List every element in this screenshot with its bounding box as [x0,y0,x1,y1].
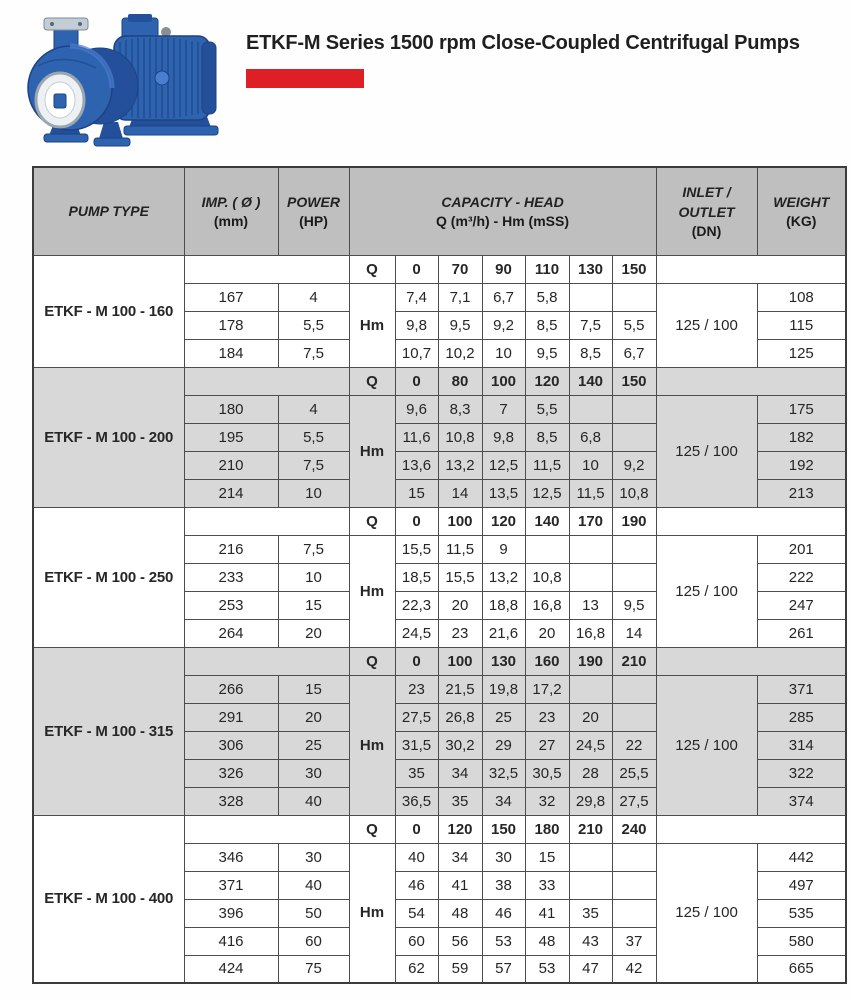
head-value: 12,5 [482,451,525,479]
hm-row-label: Hm [349,675,395,815]
weight-value: 175 [757,395,846,423]
q-flow-value: 190 [612,507,656,535]
head-value: 15 [395,479,438,507]
pump-type-label: ETKF - M 100 - 315 [33,647,184,815]
head-value [612,675,656,703]
head-value: 40 [395,843,438,871]
weight-value: 108 [757,283,846,311]
header-label: CAPACITY - HEAD [441,193,564,210]
head-value [612,703,656,731]
q-flow-value: 110 [525,255,569,283]
head-value: 9 [482,535,525,563]
weight-value: 222 [757,563,846,591]
head-value: 27,5 [395,703,438,731]
pump-spec-table [32,166,847,984]
weight-value: 115 [757,311,846,339]
head-value: 5,5 [525,395,569,423]
head-value [612,843,656,871]
head-value: 5,8 [525,283,569,311]
q-flow-value: 120 [438,815,482,843]
weight-value: 322 [757,759,846,787]
impeller-diameter-value: 396 [184,899,278,927]
head-value: 7,1 [438,283,482,311]
head-value: 8,5 [525,423,569,451]
q-flow-value: 90 [482,255,525,283]
blank-cell [656,255,846,283]
power-value: 20 [278,703,349,731]
head-value: 53 [482,927,525,955]
weight-value: 125 [757,339,846,367]
impeller-diameter-value: 216 [184,535,278,563]
power-value: 4 [278,395,349,423]
q-header-row [33,647,846,675]
weight-value: 497 [757,871,846,899]
power-value: 7,5 [278,535,349,563]
head-value: 17,2 [525,675,569,703]
pump-type-label: ETKF - M 100 - 400 [33,815,184,983]
head-value: 48 [525,927,569,955]
impeller-diameter-value: 306 [184,731,278,759]
head-value: 22,3 [395,591,438,619]
head-value: 7,5 [569,311,612,339]
head-value: 27,5 [612,787,656,815]
power-value: 4 [278,283,349,311]
impeller-diameter-value: 167 [184,283,278,311]
inlet-outlet-value: 125 / 100 [656,283,757,367]
head-value: 26,8 [438,703,482,731]
head-value: 10,8 [438,423,482,451]
head-value: 41 [525,899,569,927]
head-value: 13,6 [395,451,438,479]
head-value: 9,8 [482,423,525,451]
head-value: 15,5 [395,535,438,563]
blank-cell [656,367,846,395]
head-value: 23 [438,619,482,647]
head-value: 35 [395,759,438,787]
q-flow-value: 160 [525,647,569,675]
weight-value: 371 [757,675,846,703]
head-value: 24,5 [395,619,438,647]
col-header-capacity-head [349,167,656,255]
head-value: 28 [569,759,612,787]
impeller-diameter-value: 195 [184,423,278,451]
head-value [612,395,656,423]
col-header-weight [757,167,846,255]
header-unit: (KG) [786,212,817,229]
hm-row-label: Hm [349,843,395,983]
page-title: ETKF-M Series 1500 rpm Close-Coupled Centrifugal Pumps [246,32,800,54]
blank-cell [184,367,349,395]
header-label: PUMP TYPE [68,203,149,220]
power-value: 30 [278,843,349,871]
head-value: 25 [482,703,525,731]
head-value [569,535,612,563]
head-value: 11,5 [438,535,482,563]
head-value: 10,2 [438,339,482,367]
head-value: 7 [482,395,525,423]
head-value: 6,8 [569,423,612,451]
col-header-inlet-outlet [656,167,757,255]
head-value: 18,8 [482,591,525,619]
q-flow-value: 0 [395,507,438,535]
head-value: 21,5 [438,675,482,703]
impeller-diameter-value: 233 [184,563,278,591]
pump-section-0 [33,255,846,367]
head-value: 41 [438,871,482,899]
head-value [612,535,656,563]
q-header-row [33,367,846,395]
head-value: 12,5 [525,479,569,507]
head-value [612,563,656,591]
q-header-row [33,507,846,535]
head-value: 9,2 [612,451,656,479]
q-flow-value: 120 [525,367,569,395]
power-value: 40 [278,871,349,899]
head-value: 30 [482,843,525,871]
impeller-diameter-value: 266 [184,675,278,703]
head-value: 21,6 [482,619,525,647]
impeller-diameter-value: 184 [184,339,278,367]
head-value: 9,8 [395,311,438,339]
q-flow-value: 100 [438,507,482,535]
power-value: 20 [278,619,349,647]
head-value: 23 [525,703,569,731]
head-value: 9,5 [612,591,656,619]
q-flow-value: 0 [395,255,438,283]
head-value: 20 [569,703,612,731]
weight-value: 374 [757,787,846,815]
head-value: 15,5 [438,563,482,591]
impeller-diameter-value: 346 [184,843,278,871]
q-flow-value: 190 [569,647,612,675]
head-value: 8,5 [569,339,612,367]
header-unit: Q (m³/h) - Hm (mSS) [436,212,569,229]
head-value: 16,8 [525,591,569,619]
head-value: 29,8 [569,787,612,815]
q-row-label: Q [349,255,395,283]
head-value [569,675,612,703]
power-value: 25 [278,731,349,759]
impeller-diameter-value: 214 [184,479,278,507]
q-flow-value: 0 [395,815,438,843]
q-flow-value: 150 [482,815,525,843]
power-value: 10 [278,479,349,507]
head-value: 35 [569,899,612,927]
q-flow-value: 140 [569,367,612,395]
pump-type-label: ETKF - M 100 - 250 [33,507,184,647]
impeller-diameter-value: 326 [184,759,278,787]
head-value: 16,8 [569,619,612,647]
head-value: 10,8 [525,563,569,591]
impeller-diameter-value: 264 [184,619,278,647]
pump-section-3 [33,647,846,815]
head-value [612,899,656,927]
head-value [569,283,612,311]
col-header-pump-type [33,167,184,255]
head-value: 56 [438,927,482,955]
hm-row-label: Hm [349,283,395,367]
power-value: 75 [278,955,349,983]
table-header [33,167,846,255]
head-value: 13,2 [482,563,525,591]
header-unit: (DN) [691,222,722,239]
weight-value: 314 [757,731,846,759]
q-flow-value: 180 [525,815,569,843]
power-value: 7,5 [278,339,349,367]
head-value: 54 [395,899,438,927]
blank-cell [656,647,846,675]
impeller-diameter-value: 371 [184,871,278,899]
head-value: 9,6 [395,395,438,423]
head-value: 9,5 [438,311,482,339]
head-value: 14 [612,619,656,647]
q-row-label: Q [349,815,395,843]
header-unit: (HP) [299,212,328,229]
impeller-diameter-value: 180 [184,395,278,423]
head-value: 10,8 [612,479,656,507]
head-value: 38 [482,871,525,899]
head-value: 8,5 [525,311,569,339]
head-value: 53 [525,955,569,983]
q-flow-value: 210 [612,647,656,675]
power-value: 60 [278,927,349,955]
q-flow-value: 170 [569,507,612,535]
head-value: 25,5 [612,759,656,787]
q-flow-value: 150 [612,255,656,283]
q-flow-value: 100 [482,367,525,395]
head-value: 57 [482,955,525,983]
blank-cell [656,815,846,843]
q-flow-value: 150 [612,367,656,395]
head-value: 15 [525,843,569,871]
head-value: 36,5 [395,787,438,815]
q-header-row [33,815,846,843]
head-value: 14 [438,479,482,507]
head-value: 9,5 [525,339,569,367]
head-value: 7,4 [395,283,438,311]
head-value: 13,2 [438,451,482,479]
power-value: 15 [278,591,349,619]
accent-bar [246,69,364,88]
inlet-outlet-value: 125 / 100 [656,843,757,983]
power-value: 10 [278,563,349,591]
hm-row-label: Hm [349,395,395,507]
q-flow-value: 80 [438,367,482,395]
q-flow-value: 0 [395,367,438,395]
power-value: 5,5 [278,311,349,339]
hm-row-label: Hm [349,535,395,647]
q-flow-value: 140 [525,507,569,535]
head-value: 29 [482,731,525,759]
head-value: 59 [438,955,482,983]
weight-value: 665 [757,955,846,983]
q-flow-value: 0 [395,647,438,675]
head-value: 19,8 [482,675,525,703]
impeller-diameter-value: 210 [184,451,278,479]
inlet-outlet-value: 125 / 100 [656,395,757,507]
head-value: 6,7 [482,283,525,311]
impeller-diameter-value: 328 [184,787,278,815]
head-value: 27 [525,731,569,759]
head-value: 35 [438,787,482,815]
spec-table-wrap [32,166,847,984]
inlet-outlet-value: 125 / 100 [656,675,757,815]
pump-type-label: ETKF - M 100 - 200 [33,367,184,507]
head-value: 20 [438,591,482,619]
head-value: 60 [395,927,438,955]
head-value: 20 [525,619,569,647]
impeller-diameter-value: 291 [184,703,278,731]
head-value: 46 [395,871,438,899]
weight-value: 192 [757,451,846,479]
head-value: 10 [569,451,612,479]
weight-value: 580 [757,927,846,955]
head-value [569,395,612,423]
head-value: 11,5 [569,479,612,507]
head-value [612,871,656,899]
head-value: 8,3 [438,395,482,423]
head-value: 46 [482,899,525,927]
head-value: 43 [569,927,612,955]
col-header-impeller [184,167,278,255]
blank-cell [184,647,349,675]
head-value: 11,6 [395,423,438,451]
head-value: 37 [612,927,656,955]
head-value [525,535,569,563]
head-value: 6,7 [612,339,656,367]
head-value: 34 [482,787,525,815]
q-header-row [33,255,846,283]
header-unit: (mm) [213,212,249,229]
impeller-diameter-value: 178 [184,311,278,339]
head-value: 30,2 [438,731,482,759]
head-value: 33 [525,871,569,899]
power-value: 15 [278,675,349,703]
q-flow-value: 100 [438,647,482,675]
header-label: INLET / OUTLET [678,183,735,220]
head-value: 11,5 [525,451,569,479]
q-flow-value: 120 [482,507,525,535]
header-label: POWER [287,193,340,210]
head-value [569,871,612,899]
weight-value: 442 [757,843,846,871]
header-label: WEIGHT [773,193,830,210]
head-value [569,843,612,871]
inlet-outlet-value: 125 / 100 [656,535,757,647]
head-value: 32,5 [482,759,525,787]
weight-value: 247 [757,591,846,619]
blank-cell [184,507,349,535]
head-value: 30,5 [525,759,569,787]
blank-cell [656,507,846,535]
header-row [33,167,846,255]
header-label: IMP. ( Ø ) [201,193,261,210]
q-flow-value: 70 [438,255,482,283]
weight-value: 285 [757,703,846,731]
head-value: 10,7 [395,339,438,367]
weight-value: 201 [757,535,846,563]
power-value: 30 [278,759,349,787]
head-value: 34 [438,843,482,871]
head-value: 10 [482,339,525,367]
q-flow-value: 210 [569,815,612,843]
head-value: 13 [569,591,612,619]
power-value: 5,5 [278,423,349,451]
head-value: 5,5 [612,311,656,339]
impeller-diameter-value: 424 [184,955,278,983]
weight-value: 535 [757,899,846,927]
q-row-label: Q [349,507,395,535]
col-header-power [278,167,349,255]
head-value [612,283,656,311]
head-value: 24,5 [569,731,612,759]
weight-value: 182 [757,423,846,451]
power-value: 50 [278,899,349,927]
head-value [612,423,656,451]
head-value: 9,2 [482,311,525,339]
head-value: 34 [438,759,482,787]
pump-section-4 [33,815,846,983]
head-value: 47 [569,955,612,983]
head-value: 48 [438,899,482,927]
pump-section-1 [33,367,846,507]
head-value: 42 [612,955,656,983]
q-row-label: Q [349,647,395,675]
weight-value: 261 [757,619,846,647]
head-value: 31,5 [395,731,438,759]
weight-value: 213 [757,479,846,507]
pump-section-2 [33,507,846,647]
pump-type-label: ETKF - M 100 - 160 [33,255,184,367]
pump-photo [16,6,236,154]
q-row-label: Q [349,367,395,395]
head-value: 13,5 [482,479,525,507]
q-flow-value: 130 [482,647,525,675]
power-value: 7,5 [278,451,349,479]
head-value: 62 [395,955,438,983]
head-value [569,563,612,591]
blank-cell [184,815,349,843]
q-flow-value: 240 [612,815,656,843]
head-value: 18,5 [395,563,438,591]
head-value: 22 [612,731,656,759]
impeller-diameter-value: 253 [184,591,278,619]
impeller-diameter-value: 416 [184,927,278,955]
blank-cell [184,255,349,283]
head-value: 32 [525,787,569,815]
q-flow-value: 130 [569,255,612,283]
head-value: 23 [395,675,438,703]
power-value: 40 [278,787,349,815]
